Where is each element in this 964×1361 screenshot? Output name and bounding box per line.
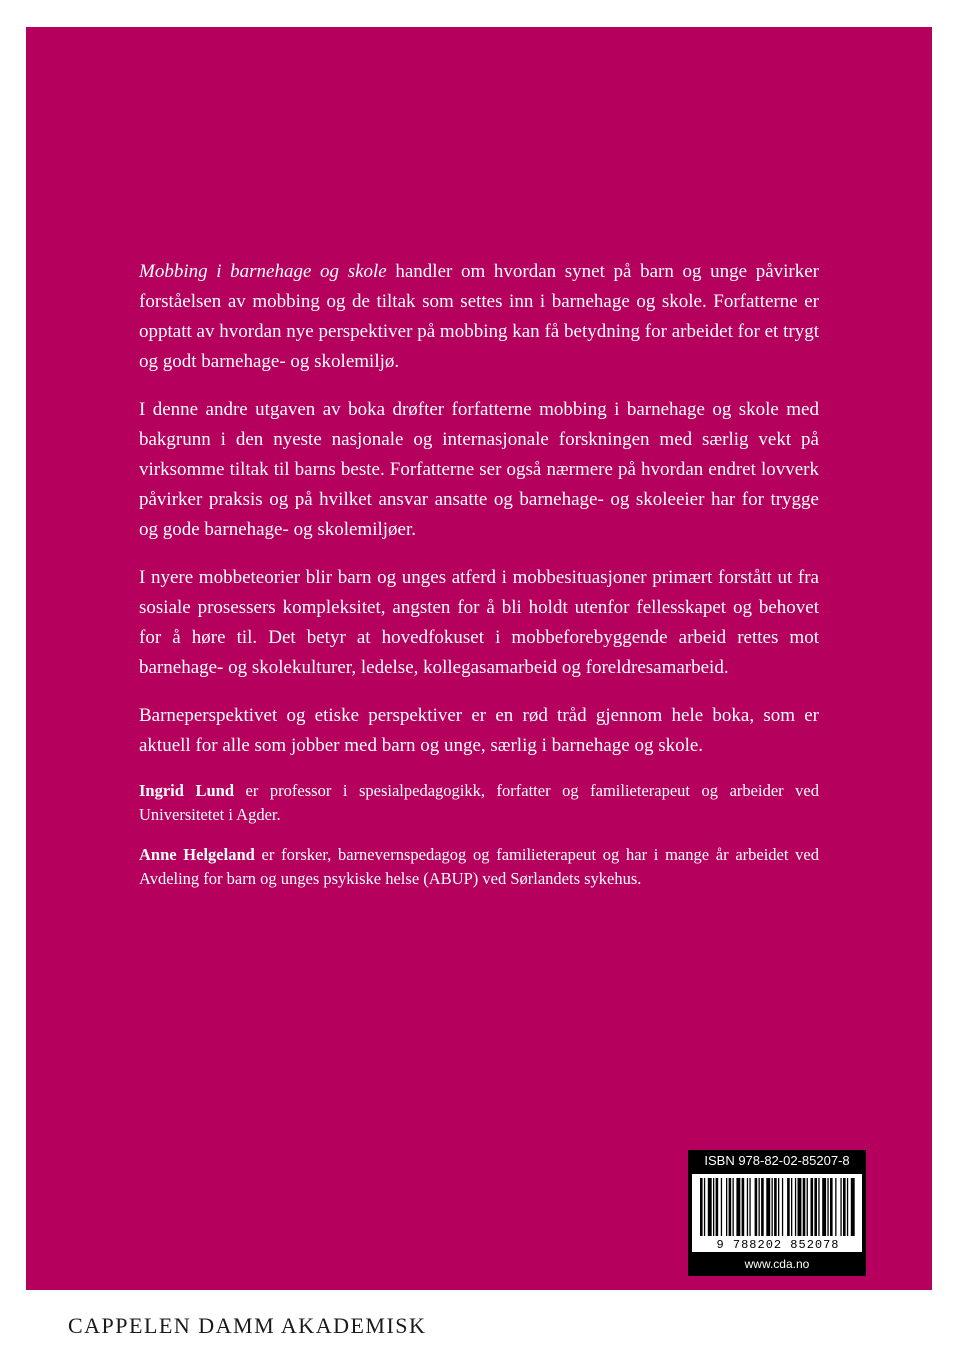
barcode [692,1174,862,1252]
publisher-logo: CAPPELEN DAMM AKADEMISK [68,1313,427,1338]
book-title: Mobbing i barnehage og skole [139,261,387,282]
barcode-bar [795,1178,796,1236]
barcode-bar [851,1178,855,1236]
barcode-bar [759,1178,760,1236]
barcode-bar [716,1178,719,1236]
barcode-bar [736,1178,740,1236]
barcode-bar [778,1178,779,1236]
isbn-label: ISBN 978-82-02-85207-8 [704,1153,850,1168]
isbn-barcode-box [688,1150,866,1276]
barcode-bar [840,1178,841,1236]
barcode-bar [766,1178,770,1236]
author-bio-text-2: er forsker, barnevernspedagog og familieterapeut og har i mange år arbeidet ved Avdeling for barn og unges psykiske helse (ABUP) ved Sørlandets sykehus. [139,845,819,888]
barcode-bar [772,1178,773,1236]
blurb-paragraph-3: I nyere mobbeteorier blir barn og unges atferd i mobbesituasjoner primært forstått ut fra sosiale prosessers kompleksitet, angsten for å bli holdt utenfor fellesskapet og behovet for å høre til. Det betyr at hovedfokuset i mobbeforebyggende arbeid rettes mot barnehage- og skolekulturer, ledelse, kollegasamarbeid og foreldresamarbeid. [139,567,819,678]
barcode-bar [827,1178,828,1236]
barcode-bar [811,1178,814,1236]
barcode-bar [708,1178,712,1236]
barcode-bar [782,1178,783,1236]
barcode-bar [787,1178,790,1236]
author-bio-2 [139,843,819,891]
barcode-bar [755,1178,758,1236]
barcode-bar [807,1178,808,1236]
blurb-paragraph-1-text: handler om hvordan synet på barn og unge påvirker forståelsen av mobbing og de tiltak som settes inn i barnehage og skole. Forfatterne er opptatt av hvordan nye perspektiver på mobbing kan få betydning for arbeidet for et trygt og godt barnehage- og skolemiljø. [139,261,819,372]
barcode-bar [798,1178,802,1236]
barcode-bar [733,1178,734,1236]
barcode-bar [704,1178,705,1236]
barcode-bar [830,1178,833,1236]
barcode-bar [814,1178,817,1236]
barcode-bar [721,1178,722,1236]
barcode-bar [761,1178,764,1236]
author-name-1: Ingrid Lund [139,781,235,800]
barcode-bar [747,1178,748,1236]
back-cover-text [139,257,819,907]
barcode-bar [749,1178,750,1236]
blurb-paragraph-2: I denne andre utgaven av boka drøfter forfatterne mobbing i barnehage og skole med bakgrunn i den nyeste nasjonale og internasjonale forskningen med særlig vekt på virksomme tiltak til barns beste. Forfatterne ser også nærmere på hvordan endret lovverk påvirker praksis og på hvilket ansvar ansatte og barnehage- og skoleeier har for trygge og gode barnehage- og skolemiljøer. [139,399,819,540]
barcode-bar [791,1178,792,1236]
barcode-bar [713,1178,714,1236]
barcode-bar [774,1178,777,1236]
barcode-bar [729,1178,732,1236]
blurb-paragraph-4: Barneperspektivet og etiske perspektiver er en rød tråd gjennom hele boka, som er aktuell for alle som jobber med barn og unge, særlig i barnehage og skole. [139,705,819,756]
barcode-bar [847,1178,848,1236]
barcode-digits: 9 788202 852078 [698,1238,858,1252]
barcode-bar [726,1178,727,1236]
publisher-url: www.cda.no [744,1257,810,1271]
barcode-bar [843,1178,846,1236]
barcode-bar [742,1178,745,1236]
barcode-bar [700,1178,703,1236]
barcode-bars [692,1174,862,1238]
author-name-2: Anne Helgeland [139,845,255,864]
barcode-bar [835,1178,836,1236]
barcode-bar [803,1178,806,1236]
barcode-bar [818,1178,819,1236]
barcode-bar [822,1178,826,1236]
blurb-paragraph-1 [139,257,819,377]
author-bio-1 [139,779,819,827]
author-bio-text-1: er professor i spesialpedagogikk, forfatter og familieterapeut og arbeider ved Universitetet i Agder. [139,781,820,824]
